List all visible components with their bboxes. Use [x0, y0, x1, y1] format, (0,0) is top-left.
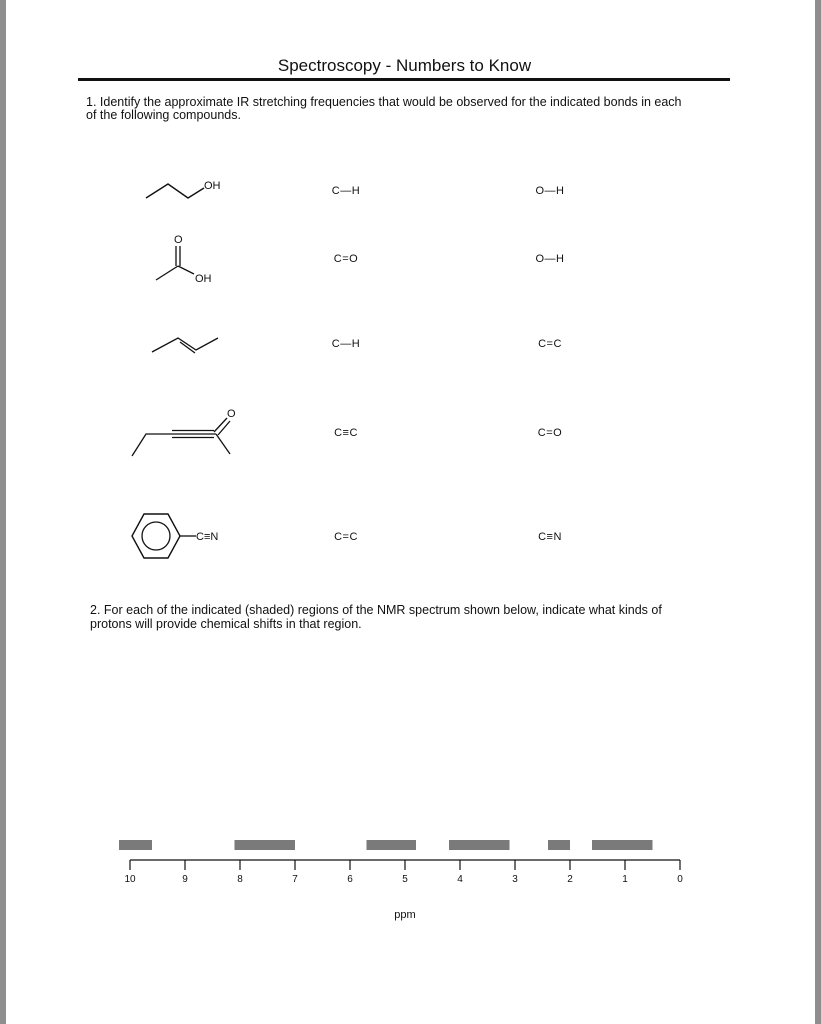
- bond-label-2b: O—H: [535, 253, 565, 265]
- axis-tick-label-1: 1: [622, 874, 628, 885]
- acetic-acid-structure: [148, 232, 228, 292]
- bond-label-2a: C=O: [333, 253, 359, 265]
- shaded-region-1: [119, 840, 152, 850]
- butene-structure: [148, 328, 224, 358]
- axis-tick-label-2: 2: [567, 874, 573, 885]
- acid-hydroxyl-label: OH: [195, 273, 212, 285]
- question-2-line-2: protons will provide chemical shifts in that region.: [90, 617, 362, 631]
- question-2-line-1: 2. For each of the indicated (shaded) regions of the NMR spectrum shown below, indicate what kinds of: [90, 603, 662, 617]
- axis-tick-label-8: 8: [237, 874, 243, 885]
- nmr-spectrum-axis: [100, 830, 720, 940]
- ketone-oxygen-label: O: [227, 408, 236, 420]
- bond-label-1b: O—H: [535, 185, 565, 197]
- page-title: Spectroscopy - Numbers to Know: [277, 56, 532, 75]
- axis-tick-label-9: 9: [182, 874, 188, 885]
- bond-label-5a: C=C: [334, 531, 358, 543]
- bond-label-4b: C=O: [537, 427, 563, 439]
- question-1-line-1: 1. Identify the approximate IR stretching frequencies that would be observed for the indicated bonds in each: [86, 95, 682, 109]
- bond-label-5b: C≡N: [538, 531, 562, 543]
- bond-label-4a: C≡C: [334, 427, 358, 439]
- title-rule: [78, 78, 730, 81]
- axis-tick-label-4: 4: [457, 874, 463, 885]
- nitrile-label: C≡N: [196, 531, 219, 543]
- axis-ticks: [124, 860, 683, 885]
- axis-tick-label-0: 0: [677, 874, 683, 885]
- shaded-region-2: [235, 840, 296, 850]
- hydroxyl-label: OH: [204, 180, 221, 192]
- axis-tick-label-7: 7: [292, 874, 298, 885]
- shaded-region-7: [592, 840, 653, 850]
- question-1-line-2: of the following compounds.: [86, 108, 241, 122]
- alkynone-structure: [126, 402, 246, 464]
- shaded-region-6: [548, 840, 570, 850]
- shaded-regions: [119, 840, 653, 850]
- bond-label-3b: C=C: [538, 338, 562, 350]
- axis-tick-label-10: 10: [124, 874, 136, 885]
- shaded-region-3: [367, 840, 417, 850]
- axis-tick-label-3: 3: [512, 874, 518, 885]
- propanol-structure: [140, 172, 240, 208]
- bond-label-3a: C—H: [331, 338, 361, 350]
- benzonitrile-structure: [126, 508, 246, 568]
- carbonyl-oxygen-label: O: [174, 234, 183, 246]
- shaded-region-4: [449, 840, 488, 850]
- axis-tick-label-6: 6: [347, 874, 353, 885]
- shaded-region-5: [488, 840, 510, 850]
- axis-tick-label-5: 5: [402, 874, 408, 885]
- bond-label-1a: C—H: [331, 185, 361, 197]
- ppm-axis-label: ppm: [394, 909, 416, 921]
